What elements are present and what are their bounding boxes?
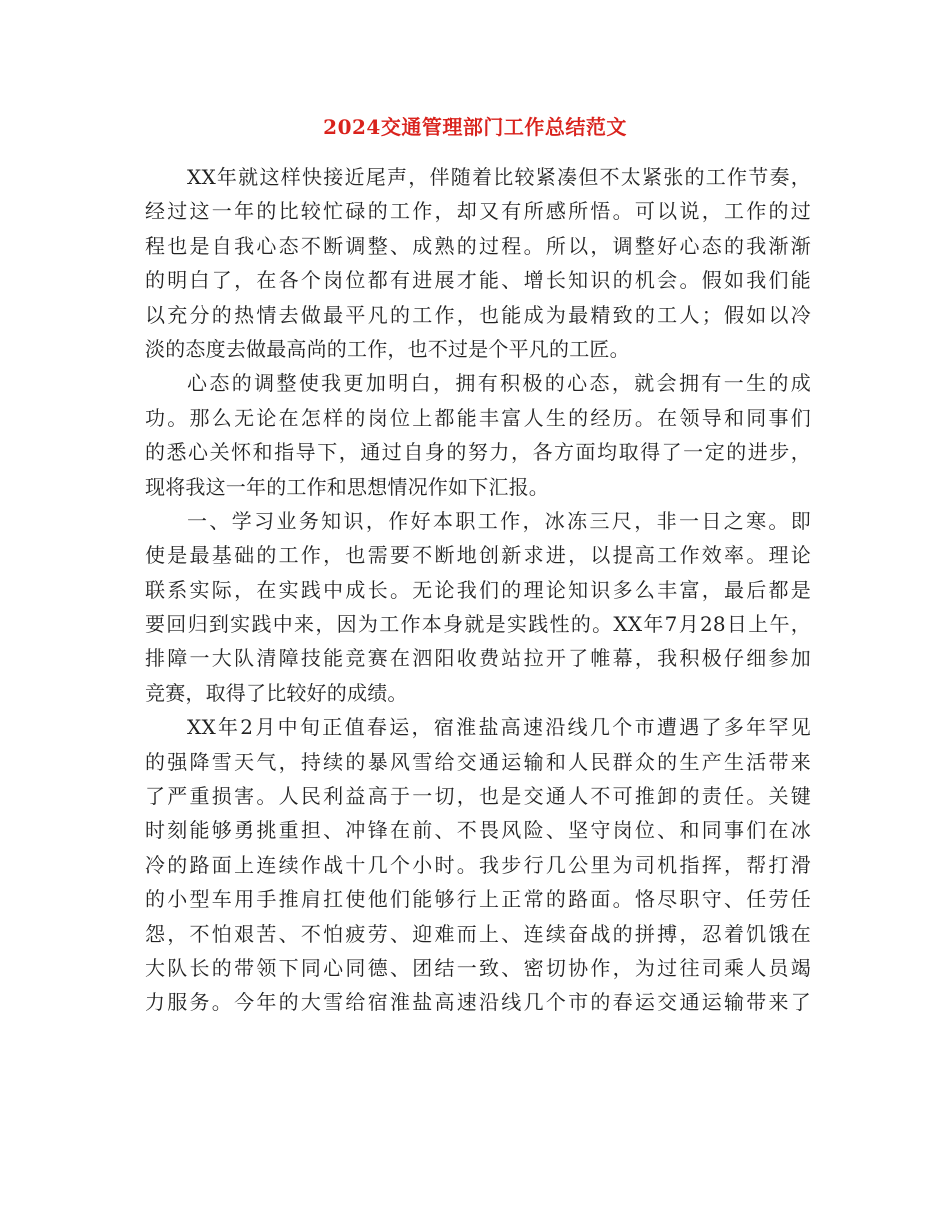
text-line: 一、学习业务知识，作好本职工作，冰冻三尺，非一日之寒。即 — [187, 508, 811, 533]
document-body — [145, 160, 811, 1020]
text-line: 现将我这一年的工作和思想情况作如下汇报。 — [145, 474, 549, 499]
text-line: 竞赛，取得了比较好的成绩。 — [145, 680, 408, 705]
text-line: 的小型车用手推肩扛使他们能够行上正常的路面。恪尽职守、任劳任 — [145, 887, 811, 912]
text-line: 心态的调整使我更加明白，拥有积极的心态，就会拥有一生的成 — [187, 371, 811, 396]
document-title: 2024交通管理部门工作总结范文 — [323, 115, 627, 139]
text-line: 的强降雪天气，持续的暴风雪给交通运输和人民群众的生产生活带来 — [145, 749, 811, 774]
text-line: 了严重损害。人民利益高于一切，也是交通人不可推卸的责任。关键 — [145, 784, 811, 809]
text-line: 使是最基础的工作，也需要不断地创新求进，以提高工作效率。理论 — [145, 543, 811, 568]
text-line: 经过这一年的比较忙碌的工作，却又有所感所悟。可以说，工作的过 — [145, 199, 811, 224]
text-line: 排障一大队清障技能竞赛在泗阳收费站拉开了帷幕，我积极仔细参加 — [145, 646, 811, 671]
text-line: 的悉心关怀和指导下，通过自身的努力，各方面均取得了一定的进步， — [145, 440, 811, 465]
text-line: 程也是自我心态不断调整、成熟的过程。所以，调整好心态的我渐渐 — [145, 233, 811, 258]
text-line: 冷的路面上连续作战十几个小时。我步行几公里为司机指挥，帮打滑 — [145, 852, 811, 877]
paragraph-2 — [145, 366, 811, 504]
text-line: XX年2月中旬正值春运，宿淮盐高速沿线几个市遭遇了多年罕见 — [187, 715, 811, 740]
text-line: 时刻能够勇挑重担、冲锋在前、不畏风险、坚守岗位、和同事们在冰 — [145, 818, 811, 843]
text-line: XX年就这样快接近尾声，伴随着比较紧凑但不太紧张的工作节奏， — [187, 165, 811, 189]
text-line: 怨，不怕艰苦、不怕疲劳、迎难而上、连续奋战的拼搏，忍着饥饿在 — [145, 921, 811, 946]
text-line: 以充分的热情去做最平凡的工作，也能成为最精致的工人；假如以冷 — [145, 302, 811, 327]
text-line: 大队长的带领下同心同德、团结一致、密切协作，为过往司乘人员竭 — [145, 955, 811, 980]
text-line: 淡的态度去做最高尚的工作，也不过是个平凡的工匠。 — [145, 336, 630, 361]
paragraph-4 — [145, 710, 811, 1020]
text-line: 力服务。今年的大雪给宿淮盐高速沿线几个市的春运交通运输带来了 — [145, 990, 811, 1015]
text-line: 联系实际，在实践中成长。无论我们的理论知识多么丰富，最后都是 — [145, 577, 811, 602]
text-line: 功。那么无论在怎样的岗位上都能丰富人生的经历。在领导和同事们 — [145, 405, 811, 430]
text-line: 的明白了，在各个岗位都有进展才能、增长知识的机会。假如我们能 — [145, 268, 811, 293]
paragraph-3 — [145, 504, 811, 710]
text-line: 要回归到实践中来，因为工作本身就是实践性的。XX年7月28日上午， — [145, 612, 811, 637]
paragraph-1 — [145, 160, 811, 366]
